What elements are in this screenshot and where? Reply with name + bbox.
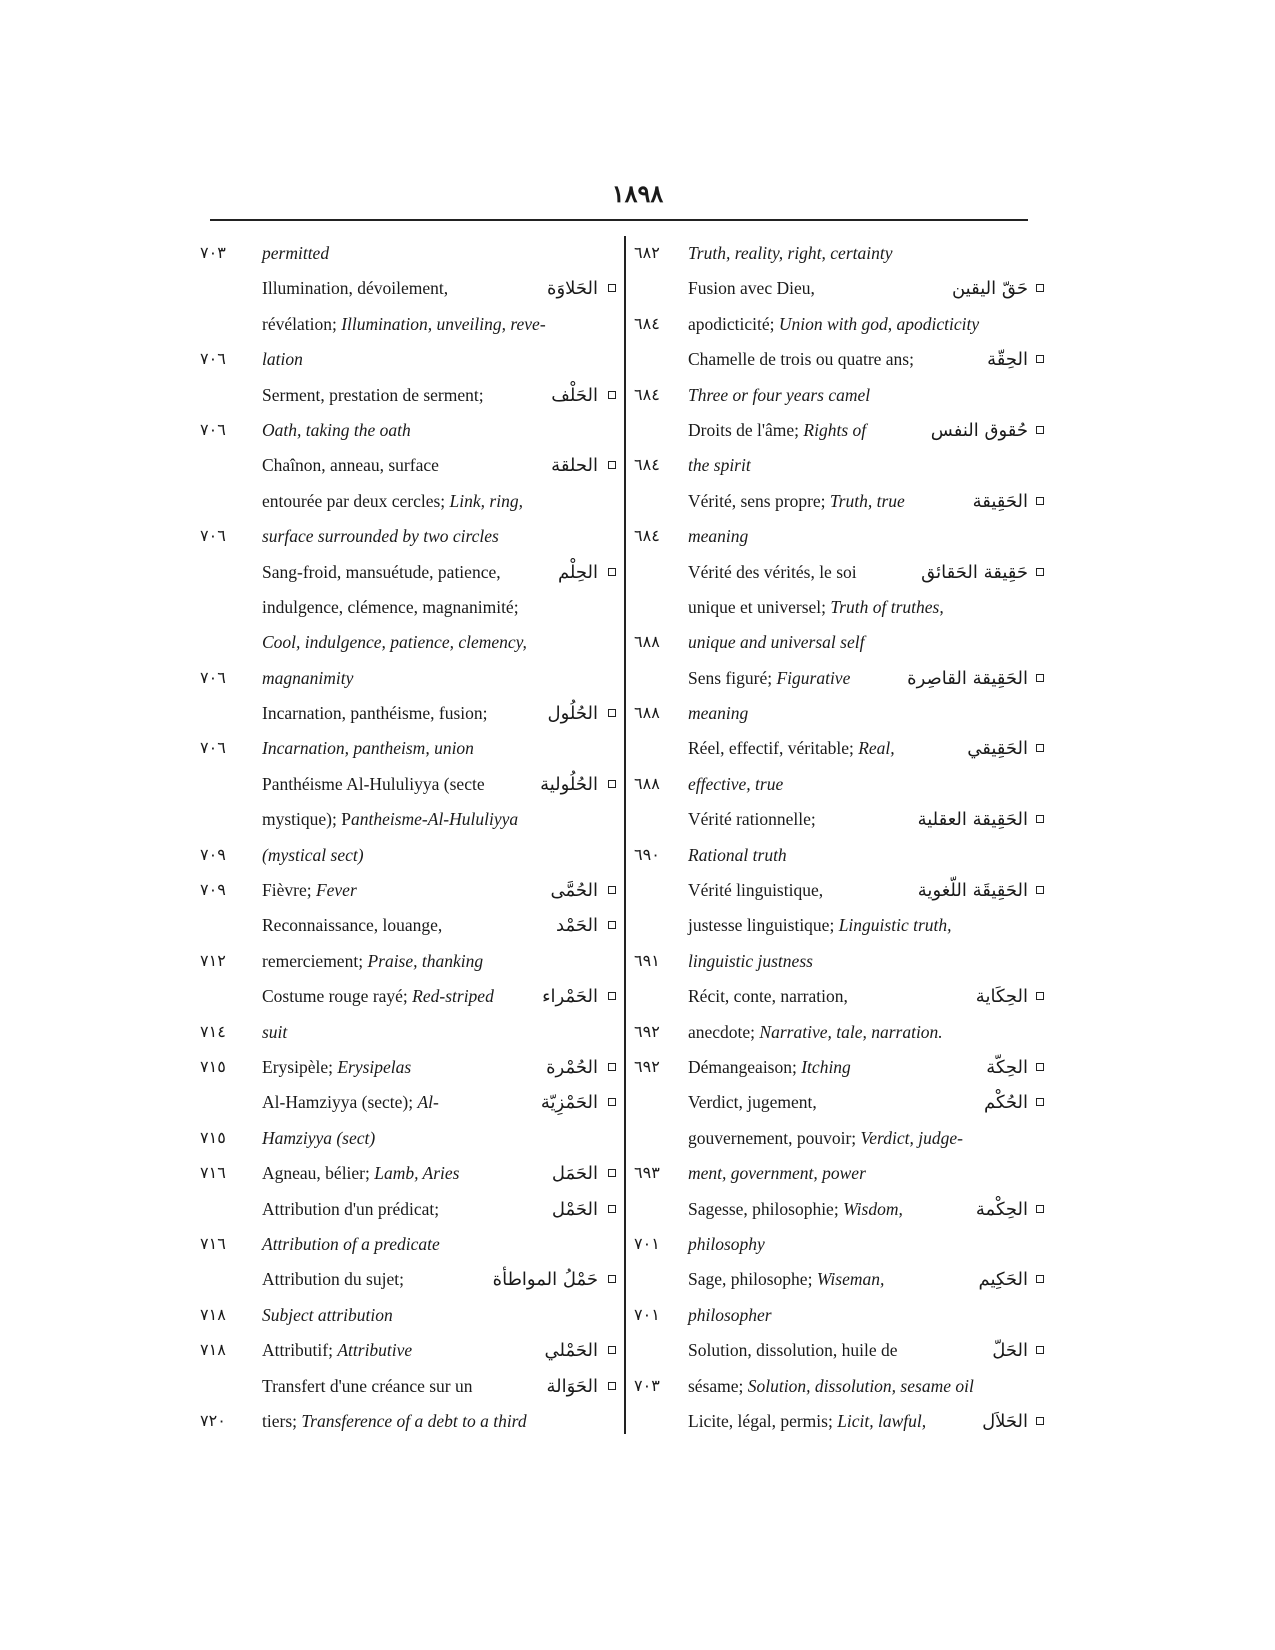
entry-line <box>200 519 616 554</box>
entry-line <box>634 767 1038 802</box>
arabic-term: الحَلّ <box>992 1340 1028 1362</box>
entry-line <box>634 1085 1038 1120</box>
entry-bullet-icon <box>608 391 616 399</box>
entry-text: Serment, prestation de serment; <box>262 384 484 405</box>
entry-text: Hamziyya (sect) <box>262 1127 376 1148</box>
entry-bullet-icon <box>608 461 616 469</box>
entry-text: Fusion avec Dieu, <box>688 278 815 299</box>
entry-line <box>634 838 1038 873</box>
page-reference: ٦٨٨ <box>634 705 660 723</box>
entry-bullet-icon <box>1036 568 1044 576</box>
entry-text: Attribution d'un prédicat; <box>262 1198 440 1219</box>
page-reference: ٦٨٤ <box>634 315 660 333</box>
entry-bullet-icon <box>608 921 616 929</box>
page-reference: ٦٨٨ <box>634 775 660 793</box>
arabic-term: الحَلاَل <box>982 1410 1028 1432</box>
entry-line <box>200 1404 616 1439</box>
arabic-term: الحَقِيقة القاصِرة <box>907 667 1028 689</box>
entry-text: suit <box>262 1021 288 1042</box>
entry-text: Incarnation, pantheism, union <box>262 738 474 759</box>
page-reference: ٧٠٣ <box>634 1377 660 1395</box>
entry-text: Fièvre; Fever <box>262 880 357 901</box>
page-reference: ٧١٦ <box>200 1235 226 1253</box>
entry-text: lation <box>262 349 303 370</box>
page-reference: ٦٩٣ <box>634 1165 660 1183</box>
entry-bullet-icon <box>1036 426 1044 434</box>
arabic-term: الحَمَل <box>551 1163 598 1185</box>
entry-line <box>200 1085 616 1120</box>
entry-line <box>200 1298 616 1333</box>
entry-line <box>200 555 616 590</box>
entry-bullet-icon <box>608 284 616 292</box>
entry-bullet-icon <box>1036 744 1044 752</box>
entry-bullet-icon <box>1036 1346 1044 1354</box>
entry-bullet-icon <box>1036 1205 1044 1213</box>
entry-line <box>634 802 1038 837</box>
entry-text: mystique); Pantheisme-Al-Hululiyya <box>262 809 519 830</box>
entry-line <box>200 1192 616 1227</box>
arabic-term: الحَمْزِيّة <box>540 1092 598 1114</box>
arabic-term: الحَقِيقَة اللّغوية <box>917 880 1028 902</box>
page-reference: ٦٩٢ <box>634 1023 660 1041</box>
arabic-term: الحُكْم <box>983 1092 1028 1114</box>
entry-line <box>634 378 1038 413</box>
page-reference: ٦٨٤ <box>634 386 660 404</box>
entry-text: révélation; Illumination, unveiling, reve- <box>262 313 546 334</box>
entry-bullet-icon <box>1036 815 1044 823</box>
entry-bullet-icon <box>608 709 616 717</box>
entry-bullet-icon <box>608 1205 616 1213</box>
entry-bullet-icon <box>608 1098 616 1106</box>
entry-bullet-icon <box>1036 1417 1044 1425</box>
entry-line <box>634 1156 1038 1191</box>
entry-line <box>634 979 1038 1014</box>
entry-line <box>200 1262 616 1297</box>
entry-text: remerciement; Praise, thanking <box>262 950 484 971</box>
entry-line <box>200 448 616 483</box>
arabic-term: الحِكَاية <box>975 986 1028 1008</box>
header-rule <box>210 219 1028 221</box>
entry-bullet-icon <box>1036 1275 1044 1283</box>
column-divider <box>624 236 626 1434</box>
entry-text: ment, government, power <box>688 1163 866 1184</box>
page-reference: ٧٠٦ <box>200 528 226 546</box>
entry-text: permitted <box>262 243 330 263</box>
entry-text: Panthéisme Al-Hululiyya (secte <box>262 773 485 794</box>
entry-text: Three or four years camel <box>688 384 871 405</box>
entry-text: sésame; Solution, dissolution, sesame oil <box>688 1375 974 1396</box>
entry-text: Vérité des vérités, le soi <box>688 561 857 582</box>
entry-text: unique et universel; Truth of truthes, <box>688 596 944 617</box>
entry-text: meaning <box>688 526 749 547</box>
entry-line <box>634 661 1038 696</box>
page-reference: ٧٠٣ <box>200 245 226 262</box>
entry-line <box>200 838 616 873</box>
entry-line <box>634 944 1038 979</box>
entry-text: linguistic justness <box>688 950 813 971</box>
entry-text: Cool, indulgence, patience, clemency, <box>262 632 527 653</box>
entry-line <box>634 342 1038 377</box>
arabic-term: حَقِيقة الحَقائق <box>921 561 1028 583</box>
entry-line <box>200 696 616 731</box>
arabic-term: الحَقِيقة <box>972 490 1028 512</box>
entry-line <box>200 979 616 1014</box>
page-reference: ٧٢٠ <box>200 1412 226 1430</box>
page-reference: ٧٠٩ <box>200 882 226 900</box>
entry-line <box>634 590 1038 625</box>
entry-text: Vérité rationnelle; <box>688 809 816 830</box>
entry-text: Sagesse, philosophie; Wisdom, <box>688 1198 903 1219</box>
entry-line <box>634 1121 1038 1156</box>
entry-line <box>200 484 616 519</box>
right-column <box>634 236 1038 1439</box>
arabic-term: الحَلاوَة <box>547 278 598 300</box>
arabic-term: الحِكّة <box>986 1056 1028 1078</box>
entry-text: entourée par deux cercles; Link, ring, <box>262 490 523 511</box>
entry-line <box>634 1298 1038 1333</box>
entry-text: justesse linguistique; Linguistic truth, <box>688 915 952 936</box>
page-reference: ٦٨٨ <box>634 634 660 652</box>
entry-bullet-icon <box>608 568 616 576</box>
page-reference: ٧٠٦ <box>200 740 226 758</box>
entry-text: Subject attribution <box>262 1304 393 1325</box>
entry-line <box>200 873 616 908</box>
entry-text: Attribution du sujet; <box>262 1269 404 1290</box>
entry-line <box>634 1369 1038 1404</box>
entry-line <box>634 519 1038 554</box>
arabic-term: الحلقة <box>551 455 598 477</box>
entry-bullet-icon <box>608 1275 616 1283</box>
arabic-term: الحَقِيقي <box>967 738 1028 760</box>
arabic-term: الحِقّة <box>987 349 1028 371</box>
entry-text: tiers; Transference of a debt to a third <box>262 1410 527 1431</box>
entry-line <box>634 1262 1038 1297</box>
entry-text: Sens figuré; Figurative <box>688 667 851 688</box>
page-reference: ٧٠٩ <box>200 846 226 864</box>
entry-text: magnanimity <box>262 667 354 688</box>
page-reference: ٦٨٤ <box>634 528 660 546</box>
page-reference: ٧١٨ <box>200 1306 226 1324</box>
entry-bullet-icon <box>608 1063 616 1071</box>
arabic-term: الحَمْلي <box>544 1340 598 1362</box>
entry-text: Licite, légal, permis; Licit, lawful, <box>688 1410 927 1431</box>
arabic-term: الحَلْف <box>551 384 598 406</box>
entry-bullet-icon <box>608 1169 616 1177</box>
entry-text: Transfert d'une créance sur un <box>262 1375 473 1396</box>
entry-text: philosopher <box>688 1304 772 1325</box>
entry-line <box>200 625 616 660</box>
entry-bullet-icon <box>1036 886 1044 894</box>
arabic-term: الحَوَالة <box>546 1375 598 1397</box>
entry-text: Rational truth <box>688 844 787 865</box>
entry-line <box>634 731 1038 766</box>
page-reference: ٧١٢ <box>200 952 226 970</box>
entry-line <box>634 1050 1038 1085</box>
entry-line <box>200 731 616 766</box>
entry-text: gouvernement, pouvoir; Verdict, judge- <box>688 1127 963 1148</box>
entry-text: Solution, dissolution, huile de <box>688 1340 898 1361</box>
entry-line <box>634 236 1038 271</box>
entry-line <box>634 448 1038 483</box>
entry-bullet-icon <box>1036 497 1044 505</box>
entry-line <box>200 1333 616 1368</box>
entry-line <box>634 873 1038 908</box>
entry-line <box>634 1333 1038 1368</box>
entry-text: Erysipèle; Erysipelas <box>262 1056 412 1077</box>
entry-line <box>634 696 1038 731</box>
page-number: ١٨٩٨ <box>611 182 664 208</box>
entry-text: Agneau, bélier; Lamb, Aries <box>262 1163 460 1184</box>
arabic-term: الحُمْرة <box>546 1056 598 1078</box>
entry-line <box>200 944 616 979</box>
entry-text: Récit, conte, narration, <box>688 986 848 1007</box>
page-reference: ٦٨٤ <box>634 457 660 475</box>
entry-text: (mystical sect) <box>262 844 364 865</box>
entry-text: philosophy <box>688 1233 765 1254</box>
entry-line <box>634 271 1038 306</box>
arabic-term: الحَمْد <box>556 915 598 937</box>
entry-bullet-icon <box>1036 1063 1044 1071</box>
entry-line <box>200 802 616 837</box>
entry-text: Sage, philosophe; Wiseman, <box>688 1269 885 1290</box>
entry-line <box>634 908 1038 943</box>
entry-text: Sang-froid, mansuétude, patience, <box>262 561 501 582</box>
entry-line <box>200 1369 616 1404</box>
entry-line <box>200 1227 616 1262</box>
page-reference: ٦٩٠ <box>634 846 660 864</box>
entry-text: Al-Hamziyya (secte); Al- <box>262 1092 439 1113</box>
entry-text: Attribution of a predicate <box>262 1233 440 1254</box>
entry-text: anecdote; Narrative, tale, narration. <box>688 1021 943 1042</box>
page-reference: ٦٨٢ <box>634 245 660 262</box>
entry-line <box>200 767 616 802</box>
arabic-term: الحُلُولية <box>540 773 598 795</box>
entry-text: Oath, taking the oath <box>262 419 411 440</box>
entry-text: Costume rouge rayé; Red-striped <box>262 986 494 1007</box>
entry-text: surface surrounded by two circles <box>262 526 499 547</box>
entry-line <box>634 1015 1038 1050</box>
entry-text: Verdict, jugement, <box>688 1092 817 1113</box>
arabic-term: الحَقِيقة العقلية <box>917 809 1028 831</box>
entry-line <box>634 1227 1038 1262</box>
arabic-term: الحُمَّى <box>550 880 598 902</box>
page-reference: ٧٠٦ <box>200 669 226 687</box>
arabic-term: الحَمْل <box>551 1198 598 1220</box>
entry-line <box>200 236 616 271</box>
entry-text: Attributif; Attributive <box>262 1340 413 1361</box>
page-reference: ٧١٦ <box>200 1165 226 1183</box>
page-reference: ٧٠٦ <box>200 351 226 369</box>
entry-line <box>634 1192 1038 1227</box>
entry-text: Chaînon, anneau, surface <box>262 455 439 476</box>
entry-bullet-icon <box>1036 284 1044 292</box>
entry-line <box>200 307 616 342</box>
entry-line <box>200 378 616 413</box>
entry-bullet-icon <box>1036 1098 1044 1106</box>
entry-line <box>200 1015 616 1050</box>
entry-text: Incarnation, panthéisme, fusion; <box>262 703 488 724</box>
entry-line <box>200 590 616 625</box>
entry-text: the spirit <box>688 455 751 476</box>
entry-text: apodicticité; Union with god, apodicticity <box>688 313 980 334</box>
entry-line <box>200 661 616 696</box>
page-reference: ٧٠١ <box>634 1306 660 1324</box>
page-reference: ٧٠٦ <box>200 421 226 439</box>
entry-line <box>634 625 1038 660</box>
arabic-term: الحَمْراء <box>542 986 598 1008</box>
entry-bullet-icon <box>608 780 616 788</box>
entry-line <box>634 307 1038 342</box>
entry-bullet-icon <box>1036 674 1044 682</box>
entry-line <box>200 342 616 377</box>
arabic-term: الحُلُول <box>547 703 598 725</box>
entry-line <box>634 413 1038 448</box>
entry-bullet-icon <box>1036 355 1044 363</box>
entry-text: Droits de l'âme; Rights of <box>688 419 867 440</box>
entry-text: Chamelle de trois ou quatre ans; <box>688 349 914 370</box>
entry-text: effective, true <box>688 773 784 794</box>
arabic-term: حَمْلُ المواطأة <box>492 1269 598 1291</box>
entry-text: Démangeaison; Itching <box>688 1056 851 1077</box>
entry-line <box>200 1121 616 1156</box>
page-reference: ٧١٨ <box>200 1342 226 1360</box>
entry-text: indulgence, clémence, magnanimité; <box>262 596 519 617</box>
entry-line <box>200 908 616 943</box>
arabic-term: الحِلْم <box>557 561 598 583</box>
entry-text: Reconnaissance, louange, <box>262 915 443 936</box>
entry-line <box>200 1050 616 1085</box>
entry-line <box>634 555 1038 590</box>
arabic-term: الحَكِيم <box>978 1269 1028 1291</box>
entry-line <box>634 484 1038 519</box>
arabic-term: حَقّ اليقين <box>951 278 1028 300</box>
entry-text: Vérité linguistique, <box>688 880 824 901</box>
page-reference: ٦٩١ <box>634 952 660 970</box>
entry-line <box>200 1156 616 1191</box>
entry-line <box>200 271 616 306</box>
entry-text: meaning <box>688 703 749 724</box>
page-reference: ٧١٤ <box>200 1023 226 1041</box>
entry-bullet-icon <box>608 886 616 894</box>
entry-bullet-icon <box>1036 992 1044 1000</box>
arabic-term: الحِكْمة <box>975 1198 1028 1220</box>
entry-text: Illumination, dévoilement, <box>262 278 449 299</box>
entry-bullet-icon <box>608 1346 616 1354</box>
page-reference: ٦٩٢ <box>634 1058 660 1076</box>
page-reference: ٧٠١ <box>634 1235 660 1253</box>
entry-line <box>200 413 616 448</box>
page-reference: ٧١٥ <box>200 1129 226 1147</box>
arabic-term: حُقوق النفس <box>930 419 1028 441</box>
entry-line <box>634 1404 1038 1439</box>
entry-text: Truth, reality, right, certainty <box>688 243 893 263</box>
entry-bullet-icon <box>608 992 616 1000</box>
page-reference: ٧١٥ <box>200 1058 226 1076</box>
entry-bullet-icon <box>608 1382 616 1390</box>
entry-text: unique and universal self <box>688 632 865 653</box>
entry-text: Réel, effectif, véritable; Real, <box>688 738 895 759</box>
entry-text: Vérité, sens propre; Truth, true <box>688 490 905 511</box>
left-column <box>200 236 616 1439</box>
